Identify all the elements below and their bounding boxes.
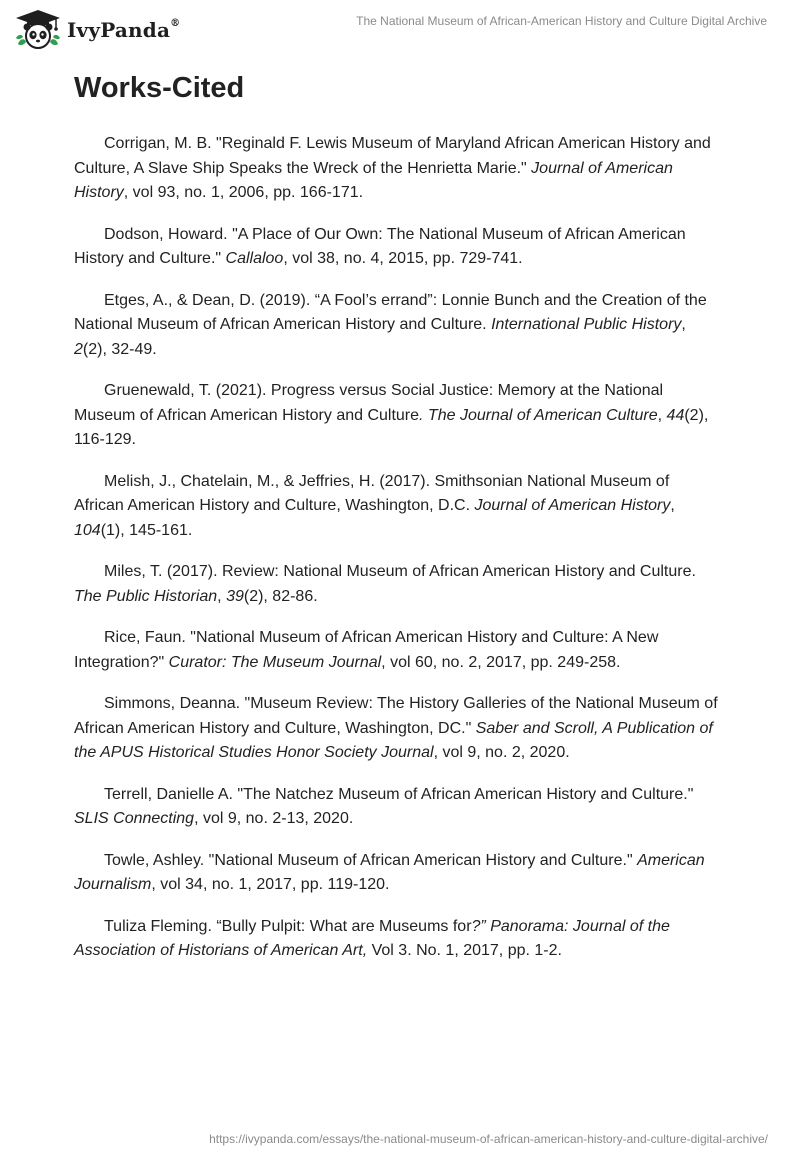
reference-italic-text: 39 <box>226 587 244 605</box>
source-url[interactable]: https://ivypanda.com/essays/the-national-museum-of-african-american-history-and-culture-digital-archive/ <box>209 1132 768 1146</box>
reference-italic-text: Journal of American History <box>74 159 673 201</box>
reference-text: , vol 9, no. 2-13, 2020. <box>194 810 354 827</box>
reference-text: Melish, J., Chatelain, M., & Jeffries, H. (2017). Smithsonian National Museum of African American History and Culture, Washington, D.C. <box>74 472 670 514</box>
reference-text: Vol 3. No. 1, 2017, pp. 1-2. <box>367 942 562 959</box>
reference-text: , vol 60, no. 2, 2017, pp. 249-258. <box>381 653 621 671</box>
reference-text: Gruenewald, T. (2021). Progress versus Social Justice: Memory at the National Museum of African American History and Culture <box>74 382 664 424</box>
ivypanda-logo[interactable] <box>14 8 180 50</box>
reference-entry <box>74 849 720 898</box>
reference-text: , <box>657 406 667 424</box>
reference-entry <box>74 783 720 832</box>
page-header <box>0 0 800 60</box>
reference-text: Dodson, Howard. "A Place of Our Own: The National Museum of African American History and Culture." <box>74 225 686 267</box>
reference-italic-text: 44 <box>666 406 685 424</box>
page-title: Works-Cited <box>74 72 245 104</box>
reference-entry <box>74 379 720 453</box>
reference-text: , vol 38, no. 4, 2015, pp. 729-741. <box>283 250 523 267</box>
reference-italic-text: American Journalism <box>74 851 705 893</box>
panda-graduate-icon <box>14 8 62 50</box>
reference-text: (1), 145-161. <box>100 521 193 539</box>
reference-text: , vol 93, no. 1, 2006, pp. 166-171. <box>123 184 364 201</box>
reference-text: Rice, Faun. "National Museum of African American History and Culture: A New Integration?" <box>74 629 659 671</box>
brand-name: IvyPanda® <box>67 18 181 42</box>
reference-italic-text: . The Journal of American Culture <box>419 406 658 424</box>
reference-italic-text: Saber and Scroll, A Publication of the APUS Historical Studies Honor Society Journal <box>74 719 713 761</box>
reference-entry <box>74 223 720 272</box>
reference-entry <box>74 915 720 964</box>
reference-text: , vol 34, no. 1, 2017, pp. 119-120. <box>151 876 390 893</box>
reference-entry <box>74 560 720 609</box>
reference-entry <box>74 626 720 675</box>
reference-text: (2), 32-49. <box>82 340 157 358</box>
reference-text: (2), 116-129. <box>74 406 709 448</box>
reference-entry <box>74 289 720 363</box>
reference-entry <box>74 470 720 544</box>
reference-text: Corrigan, M. B. "Reginald F. Lewis Museum of Maryland African American History and Culture, A Slave Ship Speaks the Wreck of the Henrietta Marie." <box>74 135 711 177</box>
reference-text: Simmons, Deanna. "Museum Review: The History Galleries of the National Museum of African American History and Culture, Washington, DC." <box>74 695 718 737</box>
reference-italic-text: Callaloo <box>225 250 284 267</box>
reference-italic-text: Journal of American History <box>474 497 671 514</box>
reference-italic-text: International Public History <box>491 316 682 333</box>
works-cited-list <box>74 132 720 981</box>
reference-text: Etges, A., & Dean, D. (2019). “A Fool’s errand”: Lonnie Bunch and the Creation of the National Museum of African American History and Culture. <box>74 291 707 333</box>
reference-italic-text: The Public Historian <box>74 587 218 605</box>
reference-italic-text: ?” Panorama: Journal of the Association of Historians of American Art, <box>74 917 670 959</box>
reference-text: , <box>681 316 686 333</box>
reference-text: Terrell, Danielle A. "The Natchez Museum of African American History and Culture." <box>104 785 694 803</box>
reference-text: , <box>670 497 675 514</box>
reference-text: Tuliza Fleming. “Bully Pulpit: What are Museums for <box>104 917 472 935</box>
reference-italic-text: 104 <box>74 521 101 539</box>
reference-italic-text: SLIS Connecting <box>74 810 195 827</box>
reference-text: , <box>217 587 227 605</box>
reference-italic-text: Curator: The Museum Journal <box>168 653 382 671</box>
reference-text: (2), 82-86. <box>243 587 318 605</box>
reference-italic-text: 2 <box>74 340 83 358</box>
document-title: The National Museum of African-American History and Culture Digital Archive <box>356 14 767 28</box>
reference-entry <box>74 692 720 766</box>
reference-text: Towle, Ashley. "National Museum of African American History and Culture." <box>104 851 638 869</box>
reference-entry <box>74 132 720 206</box>
reference-text: , vol 9, no. 2, 2020. <box>433 744 570 761</box>
reference-text: Miles, T. (2017). Review: National Museum of African American History and Culture. <box>104 563 696 580</box>
